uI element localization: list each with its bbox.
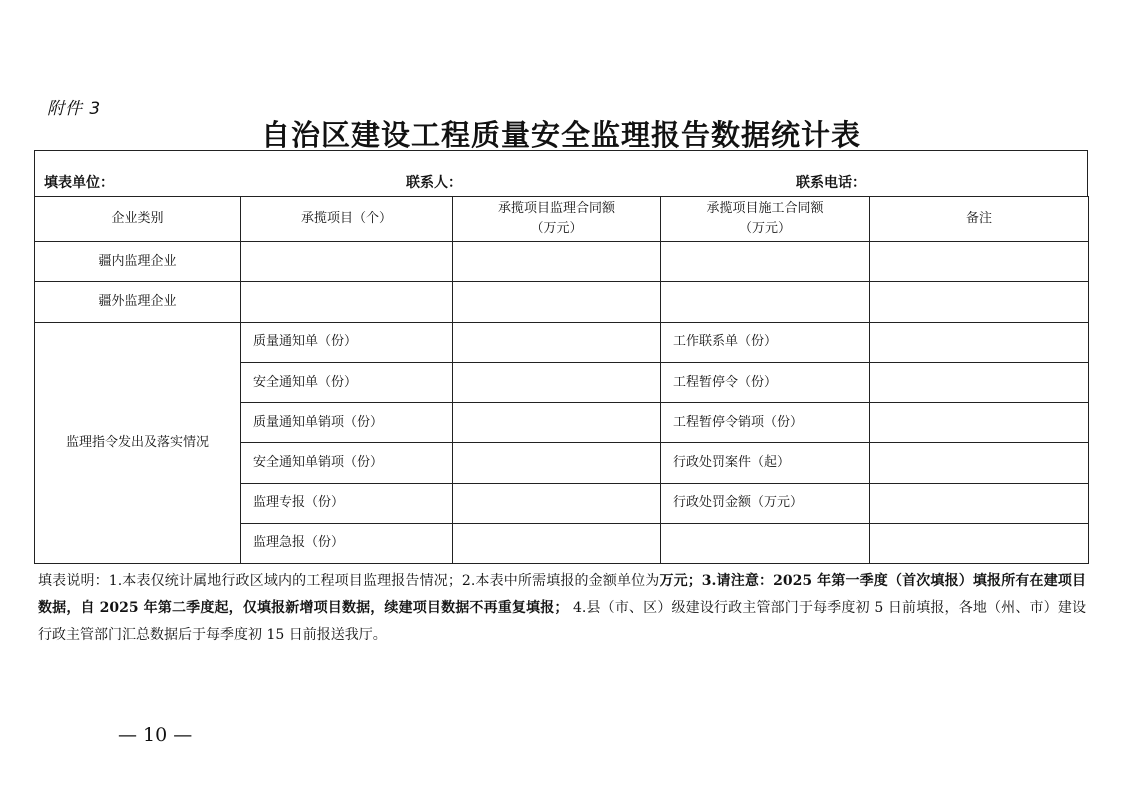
input-cell[interactable] bbox=[453, 242, 661, 282]
column-header-construction-amount-line1: 承揽项目施工合同额 bbox=[706, 201, 824, 217]
input-cell[interactable] bbox=[241, 282, 453, 322]
column-header-supervision-amount-line2: （万元） bbox=[530, 221, 583, 237]
fill-instructions bbox=[38, 568, 1086, 649]
input-cell[interactable] bbox=[870, 483, 1089, 523]
directive-left-label: 安全通知单（份） bbox=[241, 362, 453, 402]
column-header-category: 企业类别 bbox=[35, 197, 241, 242]
input-cell[interactable] bbox=[870, 443, 1089, 483]
directive-left-label: 质量通知单（份） bbox=[241, 322, 453, 362]
directive-left-label: 监理专报（份） bbox=[241, 483, 453, 523]
input-cell[interactable] bbox=[453, 322, 661, 362]
row-label-external: 疆外监理企业 bbox=[35, 282, 241, 322]
directive-row bbox=[35, 322, 1089, 362]
column-header-row bbox=[35, 197, 1089, 242]
directive-right-label: 工作联系单（份） bbox=[661, 322, 870, 362]
statistics-table-frame bbox=[34, 150, 1088, 564]
input-cell[interactable] bbox=[453, 282, 661, 322]
input-cell[interactable] bbox=[661, 242, 870, 282]
input-cell[interactable] bbox=[453, 443, 661, 483]
row-label-directives: 监理指令发出及落实情况 bbox=[35, 322, 241, 563]
directive-right-label bbox=[661, 523, 870, 563]
input-cell[interactable] bbox=[453, 362, 661, 402]
input-cell[interactable] bbox=[453, 523, 661, 563]
contact-person-label: 联系人： bbox=[406, 175, 462, 191]
input-cell[interactable] bbox=[870, 322, 1089, 362]
input-cell[interactable] bbox=[453, 483, 661, 523]
directive-right-label: 行政处罚案件（起） bbox=[661, 443, 870, 483]
column-header-supervision-amount bbox=[453, 197, 661, 242]
input-cell[interactable] bbox=[870, 523, 1089, 563]
directive-right-label: 工程暂停令销项（份） bbox=[661, 403, 870, 443]
table-row-external bbox=[35, 282, 1089, 322]
input-cell[interactable] bbox=[453, 403, 661, 443]
column-header-projects: 承揽项目（个） bbox=[241, 197, 453, 242]
table-row-local bbox=[35, 242, 1089, 282]
page-title: 自治区建设工程质量安全监理报告数据统计表 bbox=[260, 118, 861, 152]
statistics-table bbox=[34, 196, 1089, 564]
input-cell[interactable] bbox=[870, 282, 1089, 322]
fill-unit-label: 填表单位： bbox=[44, 175, 114, 191]
column-header-construction-amount-line2: （万元） bbox=[738, 221, 791, 237]
input-cell[interactable] bbox=[661, 282, 870, 322]
contact-phone-label: 联系电话： bbox=[796, 175, 866, 191]
fill-instructions-part2: 4.县（市、区）级建设行政主管部门于每季度初 5 日前填报，各地（州、市）建设行政主管部门汇总数据后于每季度初 15 日前报送我厅。 bbox=[38, 600, 1086, 643]
column-header-construction-amount bbox=[661, 197, 870, 242]
column-header-remarks: 备注 bbox=[870, 197, 1089, 242]
input-cell[interactable] bbox=[241, 242, 453, 282]
directive-right-label: 工程暂停令（份） bbox=[661, 362, 870, 402]
directive-left-label: 监理急报（份） bbox=[241, 523, 453, 563]
row-label-local: 疆内监理企业 bbox=[35, 242, 241, 282]
fill-info-row bbox=[34, 150, 1088, 196]
page-number: — 10 — bbox=[118, 724, 193, 746]
input-cell[interactable] bbox=[870, 362, 1089, 402]
input-cell[interactable] bbox=[870, 242, 1089, 282]
fill-instructions-part1: 填表说明：1.本表仅统计属地行政区域内的工程项目监理报告情况；2.本表中所需填报的金额单位为 bbox=[38, 573, 660, 589]
directive-left-label: 安全通知单销项（份） bbox=[241, 443, 453, 483]
directive-right-label: 行政处罚金额（万元） bbox=[661, 483, 870, 523]
fill-instructions-emphasis: 万元；3.请注意：2025 年第一季度（首次填报）填报所有在建项目数据，自 2025 年第二季度起，仅填报新增项目数据，续建项目数据不再重复填报； bbox=[38, 573, 1087, 616]
attachment-label: 附件 3 bbox=[47, 99, 102, 119]
column-header-supervision-amount-line1: 承揽项目监理合同额 bbox=[497, 201, 615, 217]
input-cell[interactable] bbox=[870, 403, 1089, 443]
directive-left-label: 质量通知单销项（份） bbox=[241, 403, 453, 443]
